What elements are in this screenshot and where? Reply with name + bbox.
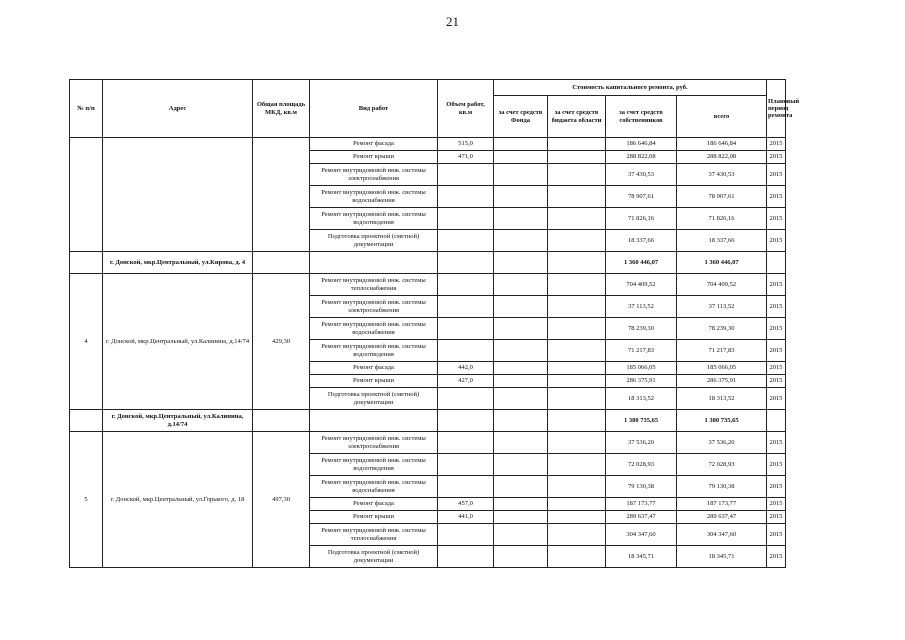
owners-cell: 78 239,30 xyxy=(606,318,677,340)
year-cell: 2015 xyxy=(767,318,786,340)
subtotal-owners: 1 360 446,07 xyxy=(606,252,677,274)
volume-cell xyxy=(438,208,494,230)
row-number: 4 xyxy=(70,274,103,410)
volume-cell: 442,0 xyxy=(438,362,494,375)
total-cell: 18 345,71 xyxy=(677,546,767,568)
total-cell: 18 313,52 xyxy=(677,388,767,410)
work-cell: Ремонт внутридомовой инж. системы электроснабжения xyxy=(310,164,438,186)
year-cell: 2015 xyxy=(767,274,786,296)
header-volume: Объем работ, кв.м xyxy=(438,80,494,138)
total-cell: 71 826,16 xyxy=(677,208,767,230)
volume-cell: 441,0 xyxy=(438,511,494,524)
year-cell: 2015 xyxy=(767,476,786,498)
volume-cell xyxy=(438,340,494,362)
owners-cell: 186 646,84 xyxy=(606,138,677,151)
row-number: 5 xyxy=(70,432,103,568)
year-cell: 2015 xyxy=(767,151,786,164)
year-cell: 2015 xyxy=(767,388,786,410)
year-cell: 2015 xyxy=(767,524,786,546)
owners-cell: 187 173,77 xyxy=(606,498,677,511)
owners-cell: 704 409,52 xyxy=(606,274,677,296)
volume-cell xyxy=(438,388,494,410)
year-cell: 2015 xyxy=(767,454,786,476)
subtotal-total: 1 380 735,65 xyxy=(677,410,767,432)
work-cell: Ремонт крыши xyxy=(310,511,438,524)
work-cell: Ремонт фасада xyxy=(310,498,438,511)
total-cell: 288 822,08 xyxy=(677,151,767,164)
total-cell: 72 028,93 xyxy=(677,454,767,476)
total-cell: 186 646,84 xyxy=(677,138,767,151)
year-cell: 2015 xyxy=(767,186,786,208)
year-cell: 2015 xyxy=(767,296,786,318)
owners-cell: 304 347,60 xyxy=(606,524,677,546)
area-cell: 429,30 xyxy=(253,274,310,410)
table-row xyxy=(70,138,786,151)
owners-cell: 18 337,66 xyxy=(606,230,677,252)
owners-cell: 71 217,83 xyxy=(606,340,677,362)
total-cell: 37 430,53 xyxy=(677,164,767,186)
area-cell: 497,30 xyxy=(253,432,310,568)
owners-cell: 288 822,08 xyxy=(606,151,677,164)
total-cell: 289 637,47 xyxy=(677,511,767,524)
total-cell: 185 066,05 xyxy=(677,362,767,375)
work-cell: Ремонт крыши xyxy=(310,151,438,164)
work-cell: Подготовка проектной (сметной) документации xyxy=(310,546,438,568)
owners-cell: 289 637,47 xyxy=(606,511,677,524)
subtotal-total: 1 360 446,07 xyxy=(677,252,767,274)
work-cell: Ремонт фасада xyxy=(310,138,438,151)
work-cell: Ремонт внутридомовой инж. системы водоснабжения xyxy=(310,186,438,208)
volume-cell: 471,0 xyxy=(438,151,494,164)
work-cell: Ремонт внутридомовой инж. системы теплоснабжения xyxy=(310,524,438,546)
owners-cell: 72 028,93 xyxy=(606,454,677,476)
volume-cell xyxy=(438,318,494,340)
year-cell: 2015 xyxy=(767,498,786,511)
header-area: Общая площадь МКД, кв.м xyxy=(253,80,310,138)
year-cell: 2015 xyxy=(767,208,786,230)
header-regional: за счет средств бюджета области xyxy=(548,96,606,138)
total-cell: 18 337,66 xyxy=(677,230,767,252)
header-address: Адрес xyxy=(103,80,253,138)
header-owners: за счет средств собственников xyxy=(606,96,677,138)
subtotal-label: г. Донской, мкр.Центральный, ул.Кирова, д. 4 xyxy=(103,252,253,274)
volume-cell xyxy=(438,296,494,318)
total-cell: 71 217,83 xyxy=(677,340,767,362)
header-fund: за счет средств Фонда xyxy=(494,96,548,138)
work-cell: Ремонт внутридомовой инж. системы электроснабжения xyxy=(310,432,438,454)
year-cell: 2015 xyxy=(767,375,786,388)
subtotal-row xyxy=(70,252,786,274)
header-work: Вид работ xyxy=(310,80,438,138)
total-cell: 79 130,38 xyxy=(677,476,767,498)
capital-repair-table xyxy=(69,79,800,568)
address-cell: г. Донской, мкр.Центральный, ул.Калинина, д.14/74 xyxy=(103,274,253,410)
subtotal-row xyxy=(70,410,786,432)
owners-cell: 71 826,16 xyxy=(606,208,677,230)
volume-cell xyxy=(438,230,494,252)
volume-cell xyxy=(438,274,494,296)
volume-cell xyxy=(438,524,494,546)
owners-cell: 286 375,91 xyxy=(606,375,677,388)
volume-cell xyxy=(438,454,494,476)
work-cell: Ремонт фасада xyxy=(310,362,438,375)
volume-cell: 515,0 xyxy=(438,138,494,151)
work-cell: Ремонт внутридомовой инж. системы электроснабжения xyxy=(310,296,438,318)
total-cell: 78 907,61 xyxy=(677,186,767,208)
volume-cell xyxy=(438,546,494,568)
total-cell: 37 113,52 xyxy=(677,296,767,318)
owners-cell: 18 313,52 xyxy=(606,388,677,410)
table-row xyxy=(70,432,786,454)
year-cell: 2015 xyxy=(767,340,786,362)
work-cell: Ремонт внутридомовой инж. системы водоотведения xyxy=(310,454,438,476)
page-number: 21 xyxy=(446,14,459,29)
total-cell: 187 173,77 xyxy=(677,498,767,511)
subtotal-owners: 1 380 735,65 xyxy=(606,410,677,432)
volume-cell xyxy=(438,432,494,454)
work-cell: Ремонт внутридомовой инж. системы водоотведения xyxy=(310,340,438,362)
year-cell: 2015 xyxy=(767,230,786,252)
owners-cell: 18 345,71 xyxy=(606,546,677,568)
year-cell: 2015 xyxy=(767,164,786,186)
header-period: Плановый период ремонта xyxy=(767,80,786,138)
volume-cell xyxy=(438,186,494,208)
owners-cell: 185 066,05 xyxy=(606,362,677,375)
work-cell: Ремонт крыши xyxy=(310,375,438,388)
total-cell: 78 239,30 xyxy=(677,318,767,340)
work-cell: Ремонт внутридомовой инж. системы теплоснабжения xyxy=(310,274,438,296)
volume-cell: 457,0 xyxy=(438,498,494,511)
header-cost-group: Стоимость капитального ремонта, руб. xyxy=(494,80,767,96)
header-row-1 xyxy=(70,80,786,96)
work-cell: Подготовка проектной (сметной) документации xyxy=(310,388,438,410)
header-total: всего xyxy=(677,96,767,138)
owners-cell: 37 536,20 xyxy=(606,432,677,454)
header-num: № п/п xyxy=(70,80,103,138)
total-cell: 286 375,91 xyxy=(677,375,767,388)
owners-cell: 37 113,52 xyxy=(606,296,677,318)
work-cell: Подготовка проектной (сметной) документации xyxy=(310,230,438,252)
owners-cell: 78 907,61 xyxy=(606,186,677,208)
table-row xyxy=(70,274,786,296)
total-cell: 704 409,52 xyxy=(677,274,767,296)
total-cell: 304 347,60 xyxy=(677,524,767,546)
total-cell: 37 536,20 xyxy=(677,432,767,454)
owners-cell: 37 430,53 xyxy=(606,164,677,186)
volume-cell xyxy=(438,476,494,498)
owners-cell: 79 130,38 xyxy=(606,476,677,498)
year-cell: 2015 xyxy=(767,138,786,151)
volume-cell xyxy=(438,164,494,186)
work-cell: Ремонт внутридомовой инж. системы водоотведения xyxy=(310,208,438,230)
year-cell: 2015 xyxy=(767,362,786,375)
volume-cell: 427,0 xyxy=(438,375,494,388)
year-cell: 2015 xyxy=(767,546,786,568)
address-cell: г. Донской, мкр.Центральный, ул.Горького, д. 18 xyxy=(103,432,253,568)
year-cell: 2015 xyxy=(767,511,786,524)
work-cell: Ремонт внутридомовой инж. системы водоснабжения xyxy=(310,476,438,498)
year-cell: 2015 xyxy=(767,432,786,454)
subtotal-label: г. Донской, мкр.Центральный, ул.Калинина, д.14/74 xyxy=(103,410,253,432)
work-cell: Ремонт внутридомовой инж. системы водоснабжения xyxy=(310,318,438,340)
